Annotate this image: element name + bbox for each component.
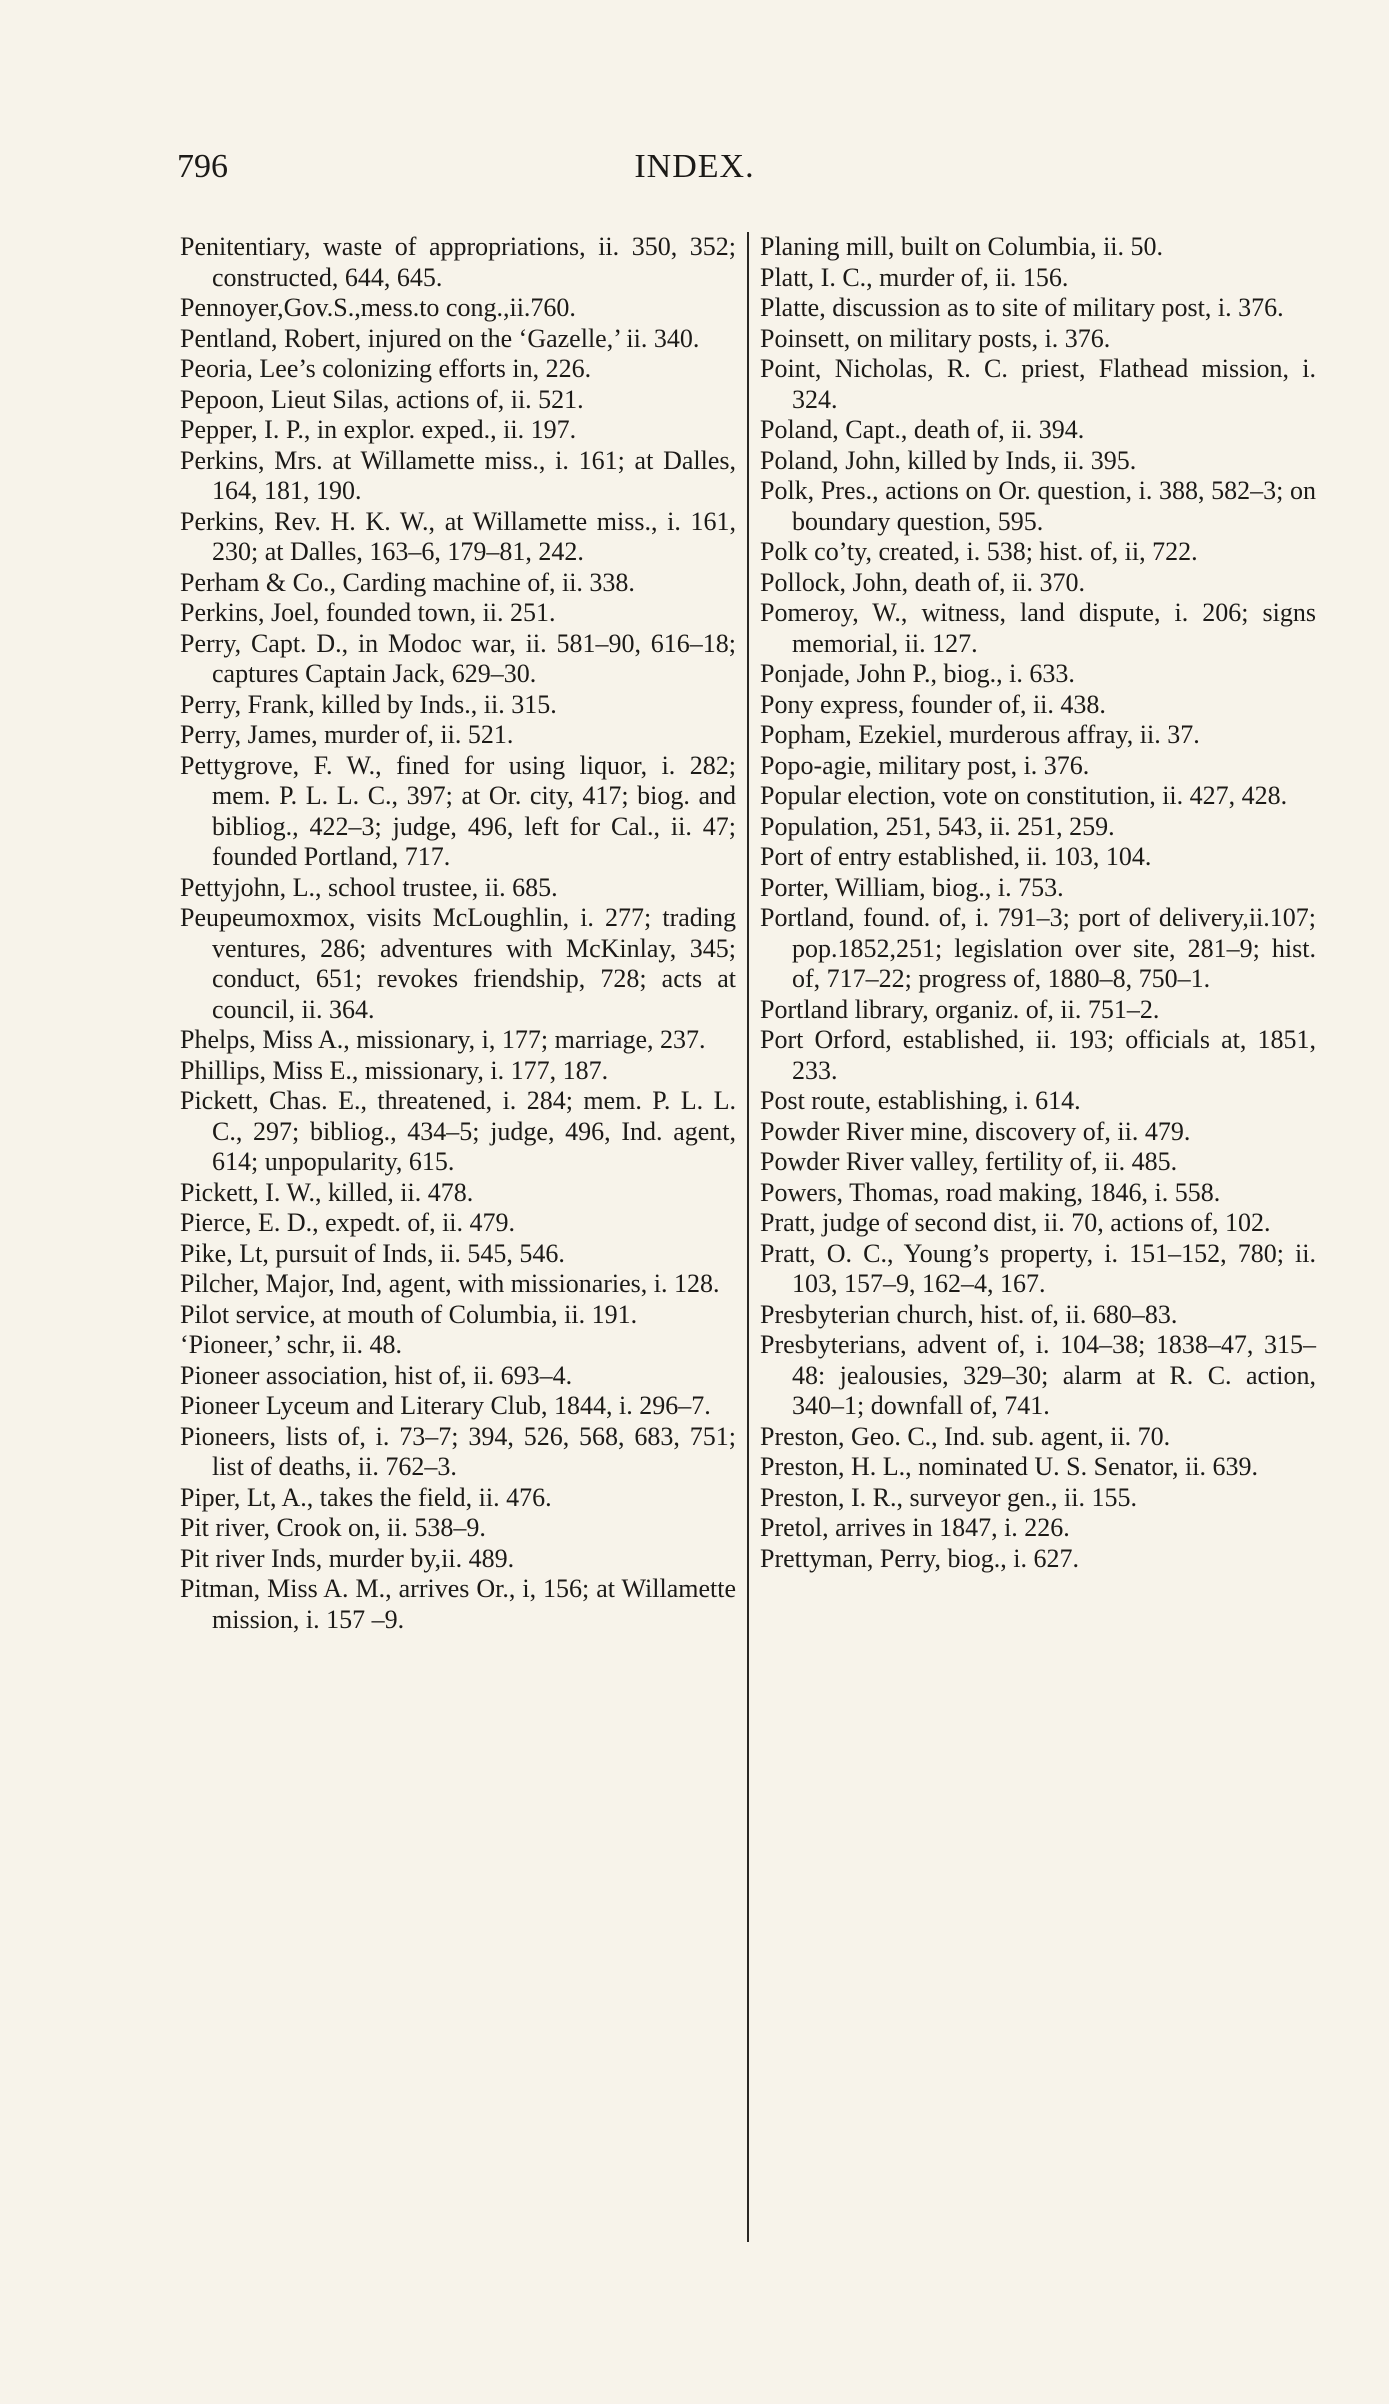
index-entry: Perkins, Joel, founded town, ii. 251. — [180, 598, 556, 627]
index-entry: Perry, Capt. D., in Modoc war, ii. 581–90, 616–18; captures Captain Jack, 629–30. — [180, 628, 736, 688]
index-entry: Peupeumoxmox, visits McLoughlin, i. 277; trading ventures, 286; adventures with McKinlay, 345; conduct, 651; revokes friendship, 728; acts at council, ii. 364. — [180, 903, 736, 1024]
index-entry: Port Orford, established, ii. 193; officials at, 1851, 233. — [760, 1025, 1316, 1085]
index-entry: Perham & Co., Carding machine of, ii. 338. — [180, 567, 635, 597]
index-entry: Pony express, founder of, ii. 438. — [760, 689, 1106, 719]
index-entry: Perkins, Mrs. at Willamette miss., i. 161; at Dalles, 164, 181, 190. — [180, 445, 736, 505]
index-entry: Port of entry established, ii. 103, 104. — [760, 842, 1152, 871]
index-entry: Pioneer Lyceum and Literary Club, 1844, i. 296–7. — [180, 1391, 711, 1420]
index-entry: Point, Nicholas, R. C. priest, Flathead mission, i. 324. — [760, 354, 1316, 414]
right-column — [760, 232, 1316, 1574]
index-entry: Portland library, organiz. of, ii. 751–2. — [760, 994, 1160, 1024]
index-entry: Pickett, I. W., killed, ii. 478. — [180, 1177, 474, 1207]
index-entry: Phillips, Miss E., missionary, i. 177, 187. — [180, 1055, 609, 1085]
index-entry: Preston, H. L., nominated U. S. Senator, ii. 639. — [760, 1452, 1258, 1481]
index-entry: Polk co’ty, created, i. 538; hist. of, ii, 722. — [760, 537, 1198, 566]
index-entry: Pratt, judge of second dist, ii. 70, actions of, 102. — [760, 1208, 1271, 1237]
column-divider — [747, 232, 749, 2242]
index-entry: Perkins, Rev. H. K. W., at Willamette miss., i. 161, 230; at Dalles, 163–6, 179–81, 242. — [180, 506, 736, 566]
index-entry: Poland, Capt., death of, ii. 394. — [760, 415, 1085, 444]
index-entry: Platte, discussion as to site of military post, i. 376. — [760, 293, 1284, 322]
index-entry: Popo-agie, military post, i. 376. — [760, 750, 1090, 780]
index-entry: Poinsett, on military posts, i. 376. — [760, 323, 1111, 353]
index-entry: Pilcher, Major, Ind, agent, with missionaries, i. 128. — [180, 1269, 720, 1298]
left-column — [180, 232, 736, 1635]
index-entry: Pike, Lt, pursuit of Inds, ii. 545, 546. — [180, 1238, 565, 1268]
index-entry: Population, 251, 543, ii. 251, 259. — [760, 811, 1115, 841]
page-number: 796 — [177, 148, 228, 185]
index-entry: Pettyjohn, L., school trustee, ii. 685. — [180, 872, 558, 902]
index-entry: Pitman, Miss A. M., arrives Or., i, 156; at Willamette mission, i. 157 –9. — [180, 1574, 736, 1634]
index-entry: Post route, establishing, i. 614. — [760, 1086, 1081, 1115]
index-entry: Popham, Ezekiel, murderous affray, ii. 37. — [760, 720, 1200, 749]
index-entry: Pettygrove, F. W., fined for using liquor, i. 282; mem. P. L. L. C., 397; at Or. city, 417; biog. and bibliog., 422–3; judge, 496, left for Cal., ii. 47; founded Portland, 717. — [180, 750, 736, 871]
index-entry: Powder River valley, fertility of, ii. 485. — [760, 1147, 1178, 1176]
running-title: INDEX. — [634, 148, 755, 185]
index-entry: Pollock, John, death of, ii. 370. — [760, 567, 1085, 597]
index-entry: Penitentiary, waste of appropriations, ii. 350, 352; constructed, 644, 645. — [180, 232, 736, 292]
index-entry: Pomeroy, W., witness, land dispute, i. 206; signs memorial, ii. 127. — [760, 598, 1316, 658]
index-entry: Phelps, Miss A., missionary, i, 177; marriage, 237. — [180, 1025, 706, 1054]
index-entry: Pratt, O. C., Young’s property, i. 151–152, 780; ii. 103, 157–9, 162–4, 167. — [760, 1238, 1316, 1298]
index-entry: Planing mill, built on Columbia, ii. 50. — [760, 232, 1164, 261]
index-entry: Pentland, Robert, injured on the ‘Gazelle,’ ii. 340. — [180, 323, 700, 353]
index-entry: Popular election, vote on constitution, ii. 427, 428. — [760, 781, 1288, 810]
index-entry: Pretol, arrives in 1847, i. 226. — [760, 1513, 1070, 1542]
index-entry: Pit river Inds, murder by,ii. 489. — [180, 1543, 515, 1573]
index-entry: Platt, I. C., murder of, ii. 156. — [760, 262, 1069, 292]
index-entry: Powder River mine, discovery of, ii. 479. — [760, 1116, 1191, 1146]
index-entry: Polk, Pres., actions on Or. question, i. 388, 582–3; on boundary question, 595. — [760, 476, 1316, 536]
index-entry: Pierce, E. D., expedt. of, ii. 479. — [180, 1208, 516, 1237]
index-entry: Piper, Lt, A., takes the field, ii. 476. — [180, 1482, 552, 1512]
index-entry: Preston, I. R., surveyor gen., ii. 155. — [760, 1482, 1137, 1512]
index-entry: Pickett, Chas. E., threatened, i. 284; mem. P. L. L. C., 297; bibliog., 434–5; judge, 496, Ind. agent, 614; unpopularity, 615. — [180, 1086, 736, 1176]
index-entry: Porter, William, biog., i. 753. — [760, 872, 1064, 902]
index-entry: Pepoon, Lieut Silas, actions of, ii. 521. — [180, 384, 584, 414]
index-entry: ‘Pioneer,’ schr, ii. 48. — [180, 1330, 402, 1359]
index-entry: Pioneers, lists of, i. 73–7; 394, 526, 568, 683, 751; list of deaths, ii. 762–3. — [180, 1421, 736, 1481]
index-entry: Powers, Thomas, road making, 1846, i. 558. — [760, 1177, 1221, 1207]
page-header — [0, 148, 1389, 198]
index-entry: Presbyterians, advent of, i. 104–38; 1838–47, 315–48: jealousies, 329–30; alarm at R. C. action, 340–1; downfall of, 741. — [760, 1330, 1316, 1420]
index-entry: Peoria, Lee’s colonizing efforts in, 226. — [180, 354, 592, 383]
index-entry: Pit river, Crook on, ii. 538–9. — [180, 1513, 486, 1542]
index-entry: Ponjade, John P., biog., i. 633. — [760, 659, 1075, 688]
index-entry: Poland, John, killed by Inds, ii. 395. — [760, 445, 1137, 475]
index-entry: Prettyman, Perry, biog., i. 627. — [760, 1543, 1079, 1573]
index-entry: Pioneer association, hist of, ii. 693–4. — [180, 1360, 573, 1390]
index-entry: Presbyterian church, hist. of, ii. 680–83. — [760, 1299, 1178, 1329]
index-entry: Portland, found. of, i. 791–3; port of delivery,ii.107; pop.1852,251; legislation over site, 281–9; hist. of, 717–22; progress of, 1880–8, 750–1. — [760, 903, 1316, 993]
index-entry: Perry, James, murder of, ii. 521. — [180, 720, 514, 749]
index-entry: Pepper, I. P., in explor. exped., ii. 197. — [180, 415, 577, 444]
index-entry: Perry, Frank, killed by Inds., ii. 315. — [180, 689, 557, 719]
index-entry: Preston, Geo. C., Ind. sub. agent, ii. 70. — [760, 1421, 1171, 1451]
index-entry: Pilot service, at mouth of Columbia, ii. 191. — [180, 1299, 638, 1329]
index-entry: Pennoyer,Gov.S.,mess.to cong.,ii.760. — [180, 293, 576, 322]
